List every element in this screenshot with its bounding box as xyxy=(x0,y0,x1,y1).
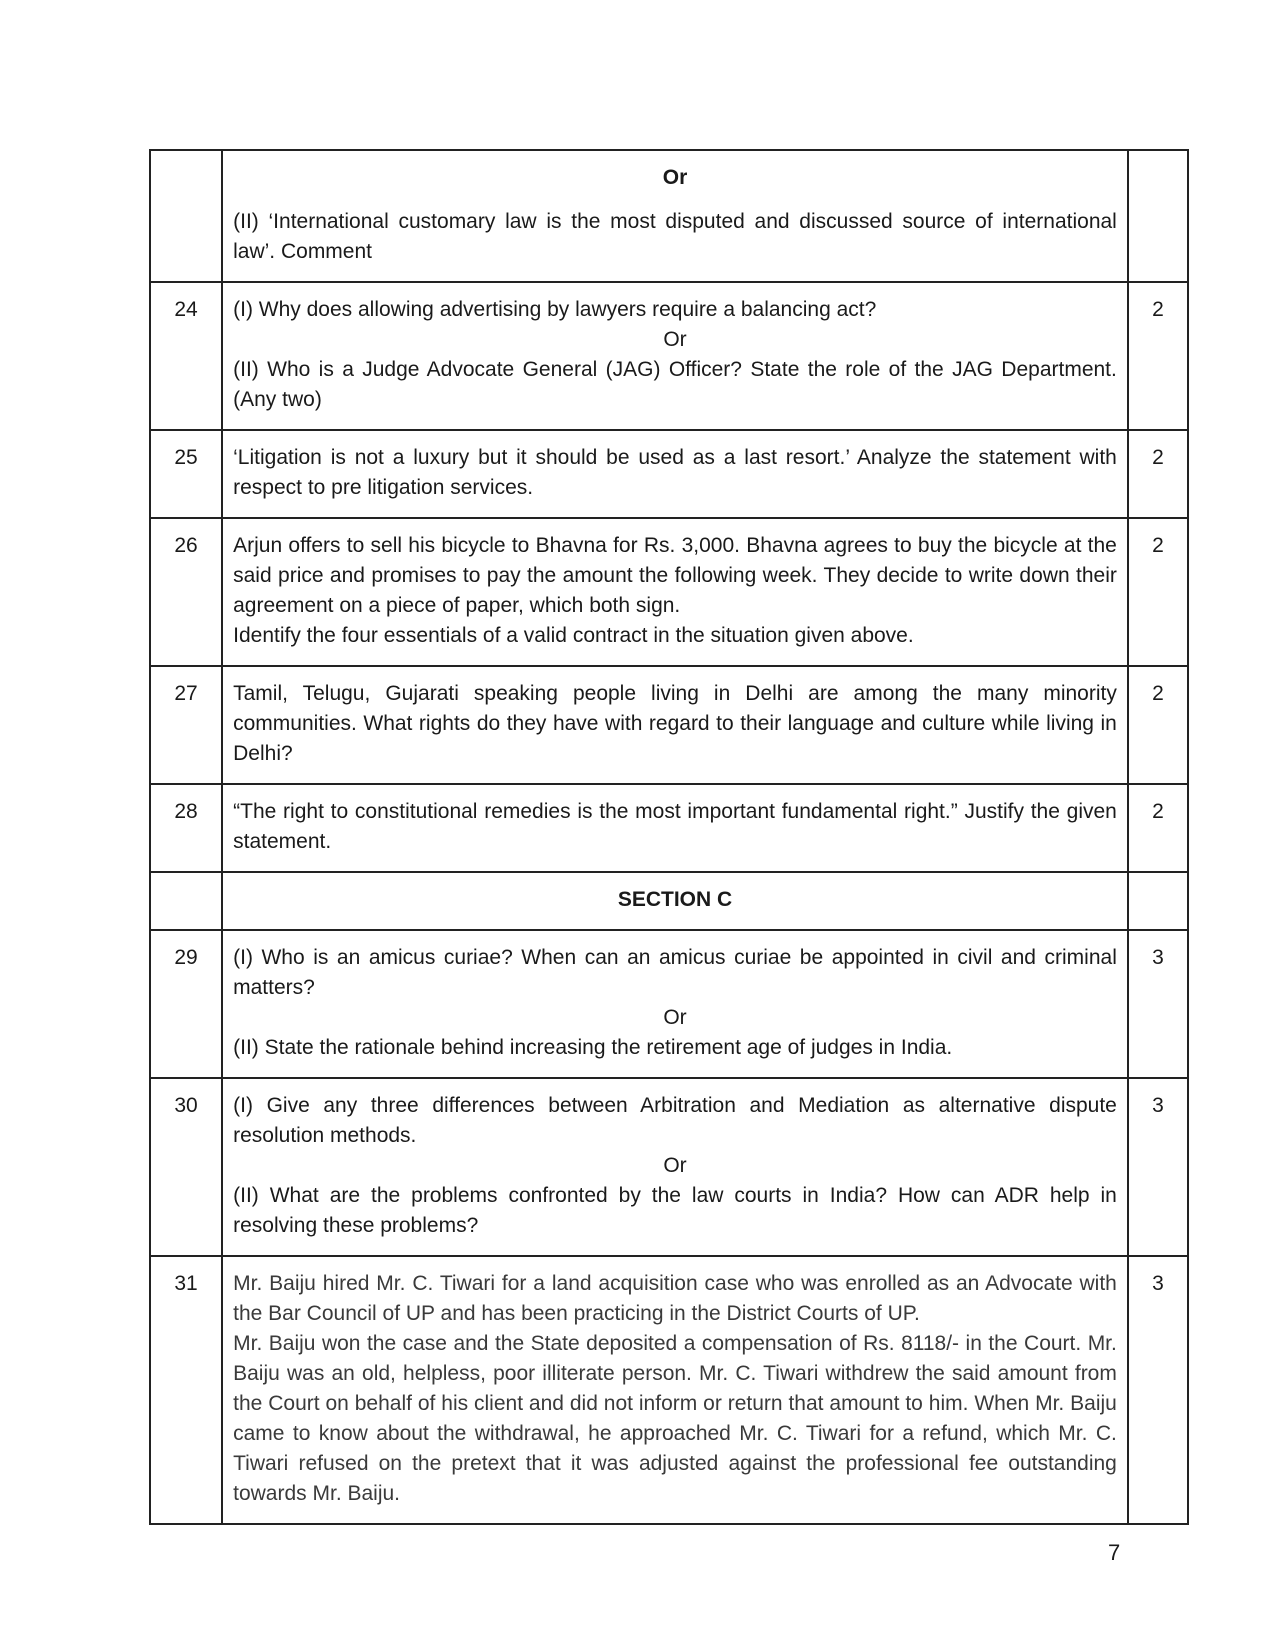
table-row xyxy=(150,666,1188,784)
question-part-2: (II) Who is a Judge Advocate General (JAG) Officer? State the role of the JAG Department. (Any two) xyxy=(233,358,1117,411)
question-body: Tamil, Telugu, Gujarati speaking people living in Delhi are among the many minority communities. What rights do they have with regard to their language and culture while living in Delhi? xyxy=(233,682,1117,765)
section-heading: SECTION C xyxy=(617,888,733,911)
question-number: 26 xyxy=(150,518,222,666)
question-number: 31 xyxy=(150,1256,222,1524)
question-marks: 2 xyxy=(1128,430,1188,518)
or-separator: Or xyxy=(662,166,688,189)
section-empty-marks xyxy=(1128,872,1188,930)
or-separator: Or xyxy=(663,1006,687,1029)
section-empty-num xyxy=(150,872,222,930)
question-body: ‘Litigation is not a luxury but it should be used as a last resort.’ Analyze the statement with respect to pre litigation services. xyxy=(233,446,1117,499)
question-text xyxy=(222,150,1128,282)
table-row xyxy=(150,784,1188,872)
section-row xyxy=(150,872,1188,930)
question-number: 24 xyxy=(150,282,222,430)
question-text xyxy=(222,930,1128,1078)
table-row xyxy=(150,518,1188,666)
question-number xyxy=(150,150,222,282)
question-marks: 2 xyxy=(1128,666,1188,784)
question-text xyxy=(222,666,1128,784)
question-marks: 3 xyxy=(1128,1078,1188,1256)
question-text xyxy=(222,1078,1128,1256)
question-part-2: (II) ‘International customary law is the most disputed and discussed source of international law’. Comment xyxy=(233,210,1117,263)
question-number: 29 xyxy=(150,930,222,1078)
table-row xyxy=(150,150,1188,282)
question-part-2: (II) What are the problems confronted by the law courts in India? How can ADR help in resolving these problems? xyxy=(233,1184,1117,1237)
question-part-1: (I) Why does allowing advertising by lawyers require a balancing act? xyxy=(233,298,877,321)
question-part-1: (I) Give any three differences between Arbitration and Mediation as alternative dispute resolution methods. xyxy=(233,1094,1117,1147)
table-row xyxy=(150,282,1188,430)
question-number: 30 xyxy=(150,1078,222,1256)
question-number: 27 xyxy=(150,666,222,784)
section-heading-cell xyxy=(222,872,1128,930)
question-table xyxy=(149,149,1189,1525)
table-row xyxy=(150,930,1188,1078)
question-text xyxy=(222,1256,1128,1524)
question-body-continued: Mr. Baiju won the case and the State deposited a compensation of Rs. 8118/- in the Court. Mr. Baiju was an old, helpless, poor illiterate person. Mr. C. Tiwari withdrew the said amount from the Court on behalf of his client and did not inform or return that amount to him. When Mr. Baiju came to know about the withdrawal, he approached Mr. C. Tiwari for a refund, which Mr. C. Tiwari refused on the pretext that it was adjusted against the professional fee outstanding towards Mr. Baiju. xyxy=(233,1332,1117,1505)
question-marks xyxy=(1128,150,1188,282)
question-text xyxy=(222,282,1128,430)
question-body: Arjun offers to sell his bicycle to Bhavna for Rs. 3,000. Bhavna agrees to buy the bicycle at the said price and promises to pay the amount the following week. They decide to write down their agreement on a piece of paper, which both sign. xyxy=(233,534,1117,617)
question-text xyxy=(222,784,1128,872)
question-marks: 2 xyxy=(1128,518,1188,666)
question-marks: 2 xyxy=(1128,282,1188,430)
question-number: 25 xyxy=(150,430,222,518)
question-text xyxy=(222,430,1128,518)
question-number: 28 xyxy=(150,784,222,872)
question-body: “The right to constitutional remedies is the most important fundamental right.” Justify the given statement. xyxy=(233,800,1117,853)
or-separator: Or xyxy=(663,1154,687,1177)
table-row xyxy=(150,430,1188,518)
question-marks: 3 xyxy=(1128,1256,1188,1524)
table-row xyxy=(150,1078,1188,1256)
question-part-2: (II) State the rationale behind increasing the retirement age of judges in India. xyxy=(233,1036,953,1059)
question-part-1: (I) Who is an amicus curiae? When can an amicus curiae be appointed in civil and criminal matters? xyxy=(233,946,1117,999)
question-text xyxy=(222,518,1128,666)
question-body: Mr. Baiju hired Mr. C. Tiwari for a land acquisition case who was enrolled as an Advocate with the Bar Council of UP and has been practicing in the District Courts of UP. xyxy=(233,1272,1117,1325)
question-marks: 2 xyxy=(1128,784,1188,872)
question-instruction: Identify the four essentials of a valid contract in the situation given above. xyxy=(233,624,914,647)
page-number: 7 xyxy=(1108,1540,1121,1565)
or-separator: Or xyxy=(663,328,687,351)
table-row xyxy=(150,1256,1188,1524)
question-marks: 3 xyxy=(1128,930,1188,1078)
